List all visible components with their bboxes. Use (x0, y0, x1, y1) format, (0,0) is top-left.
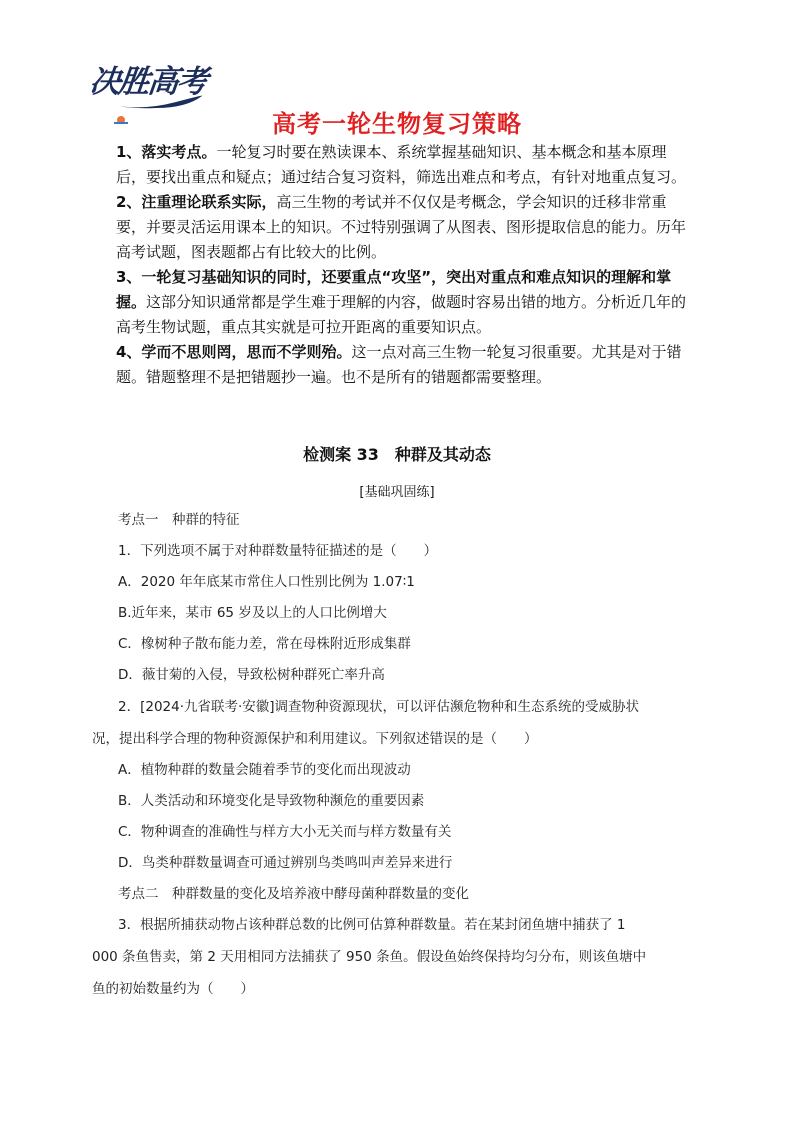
strategy-list (116, 140, 696, 390)
section-title: 检测案 33 种群及其动态 (303, 445, 491, 464)
answer-option: B.近年来，某市 65 岁及以上的人口比例增大 (118, 605, 387, 621)
question-stem-continued: 000 条鱼售卖，第 2 天用相同方法捕获了 950 条鱼。假设鱼始终保持均匀分布，则该鱼塘中 (92, 949, 647, 965)
topic-heading: 考点一 种群的特征 (118, 512, 240, 528)
strategy-item-2: 2、注重理论联系实际，高三生物的考试并不仅仅是考概念，学会知识的迁移非常重要，并要灵活运用课本上的知识。不过特别强调了从图表、图形提取信息的能力。历年高考试题，图表题都占有比较大的比例。 (116, 193, 687, 261)
strategy-item-3: 3、一轮复习基础知识的同时，还要重点“攻坚”，突出对重点和难点知识的理解和掌握。这部分知识通常都是学生难于理解的内容，做题时容易出错的地方。分析近几年的高考生物试题，重点其实就是可拉开距离的重要知识点。 (116, 268, 687, 336)
strategy-item-1: 1、落实考点。一轮复习时要在熟读课本、系统掌握基础知识、基本概念和基本原理后，要找出重点和疑点；通过结合复习资料，筛选出难点和考点，有针对地重点复习。 (116, 143, 687, 186)
answer-option: A．植物种群的数量会随着季节的变化而出现波动 (118, 762, 411, 778)
answer-option: C．橡树种子散布能力差，常在母株附近形成集群 (118, 636, 411, 652)
answer-option: D．薇甘菊的入侵，导致松树种群死亡率升高 (118, 667, 385, 683)
question-stem-continued: 鱼的初始数量约为（ ） (92, 981, 254, 997)
answer-option: D．鸟类种群数量调查可通过辨别鸟类鸣叫声差异来进行 (118, 855, 453, 871)
subsection-label: [基础巩固练] (359, 485, 435, 500)
answer-option: B．人类活动和环境变化是导致物种濒危的重要因素 (118, 793, 425, 809)
logo-text: 决胜高考 (87, 64, 208, 100)
answer-option: C．物种调查的准确性与样方大小无关而与样方数量有关 (118, 824, 452, 840)
question-stem: 3．根据所捕获动物占该种群总数的比例可估算种群数量。若在某封闭鱼塘中捕获了 1 (118, 917, 626, 933)
strategy-item-4: 4、学而不思则罔，思而不学则殆。这一点对高三生物一轮复习很重要。尤其是对于错题。错题整理不是把错题抄一遍。也不是所有的错题都需要整理。 (116, 343, 682, 386)
question-stem-continued: 况，提出科学合理的物种资源保护和利用建议。下列叙述错误的是（ ） (92, 731, 538, 747)
question-stem: 2．[2024·九省联考·安徽]调查物种资源现状，可以评估濒危物种和生态系统的受威胁状 (118, 699, 640, 715)
answer-option: A．2020 年年底某市常住人口性别比例为 1.07∶1 (118, 574, 415, 590)
question-stem: 1．下列选项不属于对种群数量特征描述的是（ ） (118, 543, 438, 559)
topic-heading: 考点二 种群数量的变化及培养液中酵母菌种群数量的变化 (118, 886, 469, 902)
page-title: 高考一轮生物复习策略 (272, 110, 522, 138)
